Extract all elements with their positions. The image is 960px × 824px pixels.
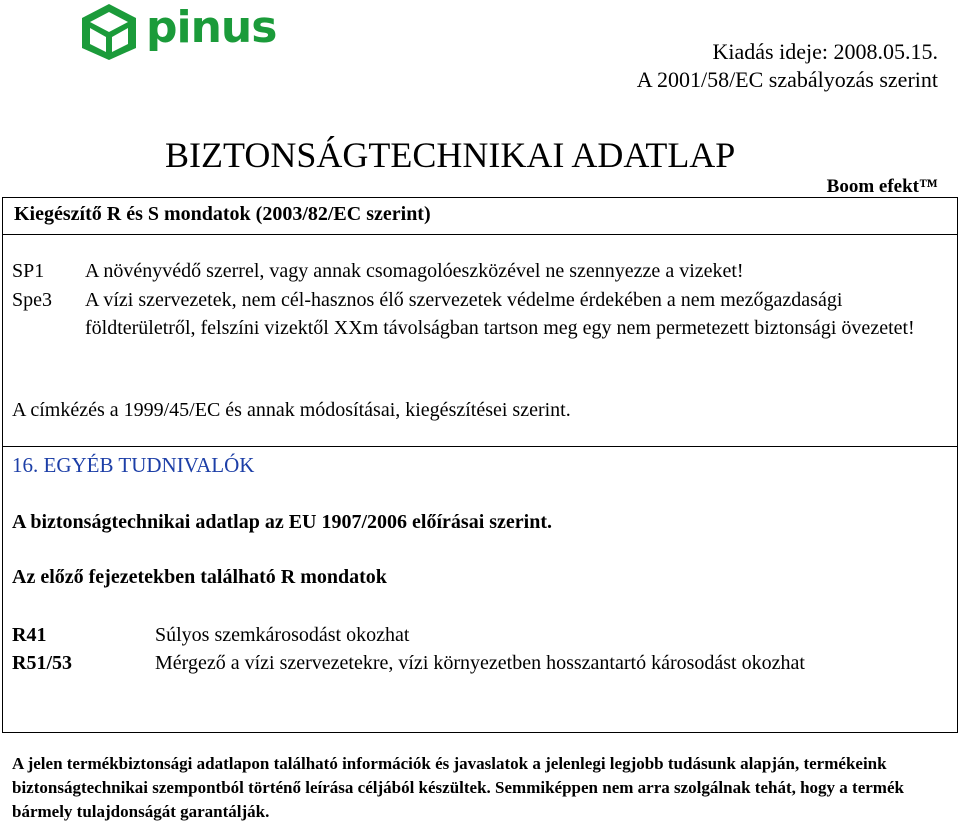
- section-16-heading: 16. EGYÉB TUDNIVALÓK: [12, 453, 255, 477]
- r-phrase-text: Súlyos szemkárosodást okozhat: [155, 624, 410, 646]
- phrase-text: A vízi szervezetek, nem cél-hasznos élő szervezetek védelme érdekében a nem mezőgazdasági földterületről, felszíni vizektől XXm távolságban tartson meg egy nem permetezett biztonsági övezetet!: [85, 289, 915, 339]
- r-phrases-heading: Az előző fejezetekben található R mondatok: [12, 566, 387, 588]
- r-phrase-code: R41: [12, 624, 47, 646]
- cube-logo-icon: [78, 2, 140, 62]
- labeling-note: A címkézés a 1999/45/EC és annak módosításai, kiegészítései szerint.: [12, 399, 571, 421]
- product-name: Boom efekt™: [826, 176, 938, 197]
- divider: [2, 234, 958, 235]
- sds-note: A biztonságtechnikai adatlap az EU 1907/2006 előírásai szerint.: [12, 511, 552, 533]
- issue-date: Kiadás ideje: 2008.05.15.: [712, 39, 938, 64]
- brand-name: pinus: [146, 2, 277, 53]
- phrase-text: A növényvédő szerrel, vagy annak csomagolóeszközével ne szennyezze a vizeket!: [85, 260, 744, 282]
- regulation-note: A 2001/58/EC szabályozás szerint: [636, 67, 938, 92]
- r-phrase-code: R51/53: [12, 652, 72, 674]
- phrase-code: Spe3: [12, 289, 52, 311]
- pinus-logo: [78, 2, 278, 64]
- section-heading: Kiegészítő R és S mondatok (2003/82/EC szerint): [14, 203, 431, 225]
- phrase-code: SP1: [12, 260, 45, 282]
- document-title: BIZTONSÁGTECHNIKAI ADATLAP: [165, 135, 736, 175]
- divider: [2, 446, 958, 447]
- r-phrase-text: Mérgező a vízi szervezetekre, vízi környezetben hosszantartó károsodást okozhat: [155, 652, 805, 674]
- disclaimer: A jelen termékbiztonsági adatlapon található információk és javaslatok a jelenlegi legjobb tudásunk alapján, termékeink biztonságtechnikai szempontból történő leírása céljából készültek. Semmiképpen nem arra szolgálnak tehát, hogy a termék bármely tulajdonságát garantálják.: [12, 754, 904, 821]
